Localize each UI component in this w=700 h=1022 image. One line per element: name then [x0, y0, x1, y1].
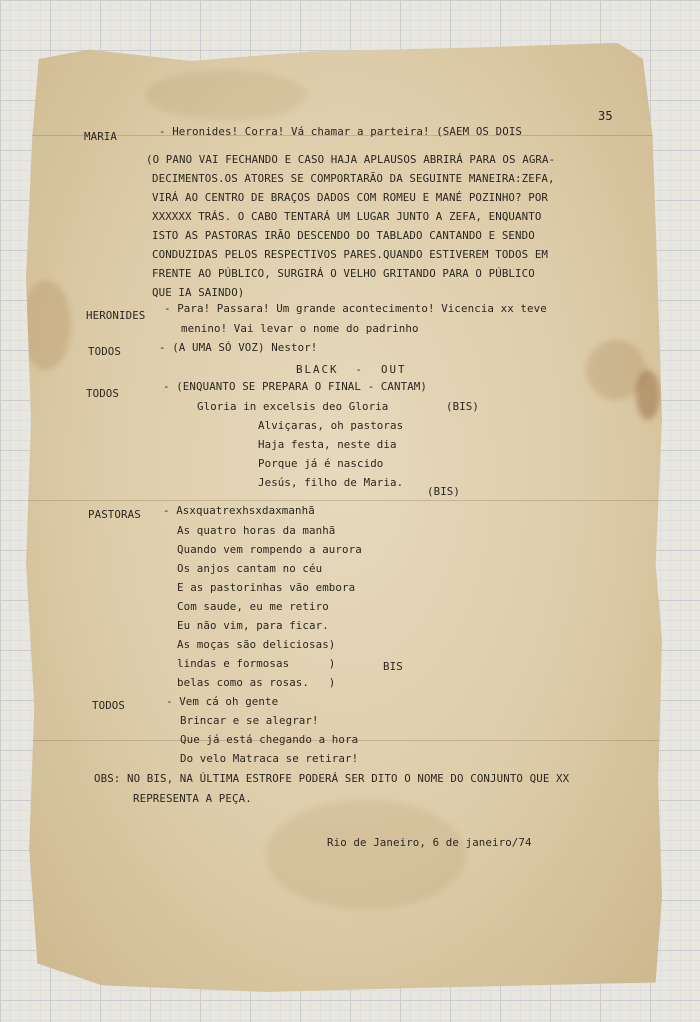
stage-direction-line: QUE IA SAINDO) — [152, 286, 245, 299]
dialogue-line: - Para! Passara! Um grande acontecimento! Vicencia xx teve — [164, 302, 547, 315]
song-line: Porque já é nascido — [258, 457, 384, 470]
speaker-maria: MARIA — [84, 130, 118, 143]
date-line: Rio de Janeiro, 6 de janeiro/74 — [327, 836, 532, 849]
obs-note: REPRESENTA A PEÇA. — [133, 792, 252, 805]
bis-marker: (BIS) — [446, 400, 480, 413]
song-line: E as pastorinhas vão embora — [177, 581, 356, 594]
stage-direction-line: FRENTE AO PÚBLICO, SURGIRÁ O VELHO GRITANDO PARA O PÚBLICO — [152, 267, 535, 280]
stage-direction-line: CONDUZIDAS PELOS RESPECTIVOS PARES.QUANDO ESTIVEREM TODOS EM — [152, 248, 549, 261]
bis-marker: (BIS) — [427, 485, 461, 498]
song-line: Os anjos cantam no céu — [177, 562, 323, 575]
dialogue-line: - (A UMA SÓ VOZ) Nestor! — [159, 341, 318, 354]
song-line: Que já está chegando a hora — [180, 733, 359, 746]
song-line: Haja festa, neste dia — [258, 438, 397, 451]
speaker-todos: TODOS — [92, 699, 126, 712]
song-line: Jesús, filho de Maria. — [258, 476, 404, 489]
speaker-todos: TODOS — [88, 345, 122, 358]
page-number: 35 — [598, 109, 613, 123]
dialogue-line: - Heronides! Corra! Vá chamar a parteira! (SAEM OS DOIS — [159, 125, 523, 138]
black-out-heading: BLACK - OUT — [296, 363, 407, 376]
song-line: - Vem cá oh gente — [166, 695, 279, 708]
obs-note: OBS: NO BIS, NA ÚLTIMA ESTROFE PODERÁ SER DITO O NOME DO CONJUNTO QUE XX — [94, 772, 570, 785]
dialogue-line: menino! Vai levar o nome do padrinho — [181, 322, 419, 335]
stage-direction-line: - (ENQUANTO SE PREPARA O FINAL - CANTAM) — [163, 380, 428, 393]
song-line: Gloria in excelsis deo Gloria — [197, 400, 389, 413]
song-line: As moças são deliciosas) — [177, 638, 336, 651]
song-line: Alviçaras, oh pastoras — [258, 419, 404, 432]
speaker-heronides: HERONIDES — [86, 309, 146, 322]
speaker-todos: TODOS — [86, 387, 120, 400]
song-line: lindas e formosas ) — [177, 657, 336, 670]
song-line: Brincar e se alegrar! — [180, 714, 319, 727]
stage-direction-line: ISTO AS PASTORAS IRÃO DESCENDO DO TABLADO CANTANDO E SENDO — [152, 229, 535, 242]
stage-direction-line: XXXXXX TRÁS. O CABO TENTARÁ UM LUGAR JUNTO A ZEFA, ENQUANTO — [152, 210, 542, 223]
stage-direction-line: DECIMENTOS.OS ATORES SE COMPORTARÃO DA SEGUINTE MANEIRA:ZEFA, — [152, 172, 555, 185]
stage-direction-line: (O PANO VAI FECHANDO E CASO HAJA APLAUSOS ABRIRÁ PARA OS AGRA- — [146, 153, 556, 166]
speaker-pastoras: PASTORAS — [88, 508, 141, 521]
stage-direction-line: VIRÁ AO CENTRO DE BRAÇOS DADOS COM ROMEU E MANÉ POZINHO? POR — [152, 191, 549, 204]
song-line: Quando vem rompendo a aurora — [177, 543, 362, 556]
song-line: Eu não vim, para ficar. — [177, 619, 329, 632]
song-line: belas como as rosas. ) — [177, 676, 336, 689]
bis-marker: BIS — [383, 660, 403, 673]
song-line: Do velo Matraca se retirar! — [180, 752, 359, 765]
song-line-struck: - Asxquatrexhsxdaxmanhã — [163, 504, 315, 517]
song-line: As quatro horas da manhã — [177, 524, 336, 537]
song-line: Com saude, eu me retiro — [177, 600, 329, 613]
